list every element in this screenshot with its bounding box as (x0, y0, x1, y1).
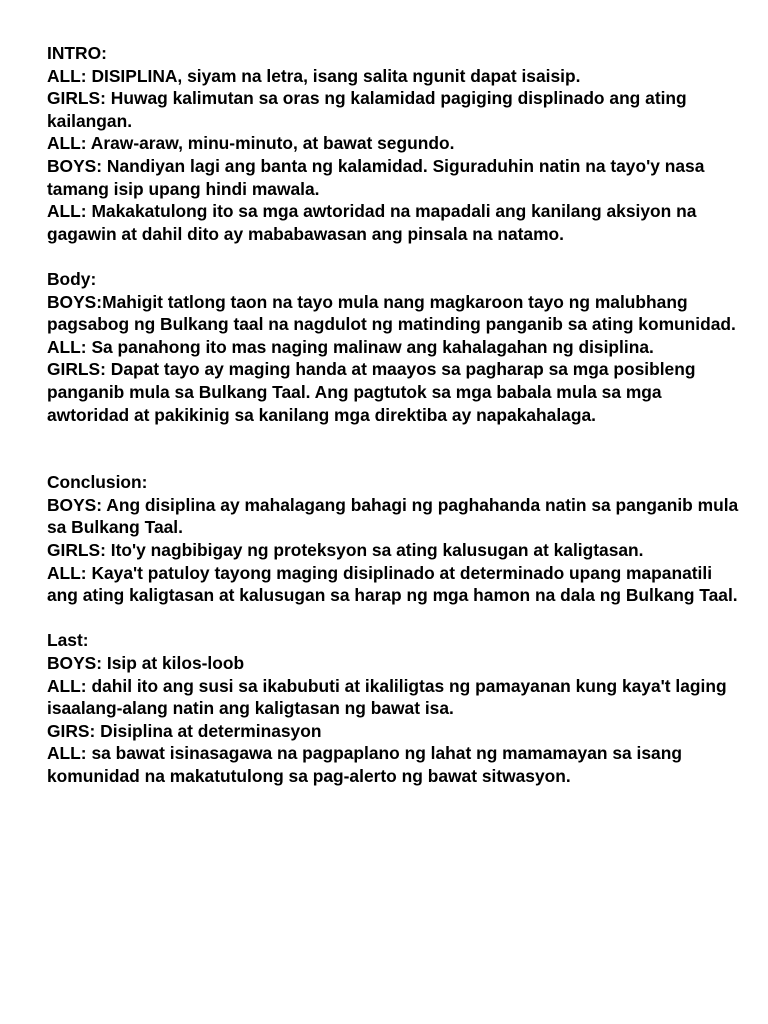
line-text: Huwag kalimutan sa oras ng kalamidad pagiging displinado ang ating kailangan. (47, 88, 692, 131)
line-text: Ito'y nagbibigay ng proteksyon sa ating kalusugan at kaligtasan. (105, 540, 644, 561)
line-text: sa bawat isinasagawa na pagpaplano ng lahat ng mamamayan sa isang komunidad na makatutulong sa pag-alerto ng bawat sitwasyon. (47, 743, 687, 786)
line-text: Araw-araw, minu-minuto, at bawat segundo. (86, 133, 455, 154)
speaker-label: ALL: (47, 65, 87, 86)
script-line (47, 562, 747, 607)
speaker-label: ALL: (47, 562, 87, 583)
script-line (47, 720, 747, 743)
speaker-label: GIRLS: (47, 540, 106, 561)
speaker-label: GIRS: (47, 720, 96, 741)
script-line (47, 494, 747, 539)
script-line (47, 200, 747, 245)
last-section (47, 629, 747, 787)
line-text: Isip at kilos-loob (102, 653, 245, 674)
line-text: dahil ito ang susi sa ikabubuti at ikaliligtas ng pamayanan kung kaya't laging isaalang-alang natin ang kaligtasan ng bawat isa. (47, 675, 732, 719)
speaker-label: BOYS: (47, 653, 103, 674)
section-heading-body: Body: (47, 268, 97, 289)
line-text: Disiplina at determinasyon (95, 720, 322, 741)
speaker-label: ALL: (47, 336, 87, 357)
speaker-label: BOYS: (47, 155, 103, 176)
spacer (47, 426, 747, 471)
line-text: Makakatulong ito sa mga awtoridad na mapadali ang kanilang aksiyon na gagawin at dahil dito ay mababawasan ang pinsala na natamo. (47, 201, 702, 244)
spacer (47, 607, 747, 630)
section-heading-intro: INTRO: (47, 43, 107, 63)
script-line (47, 336, 747, 359)
speaker-label: ALL: (47, 201, 87, 222)
script-line (47, 65, 747, 88)
section-heading-conclusion: Conclusion: (47, 472, 148, 493)
line-text: Nandiyan lagi ang banta ng kalamidad. Siguraduhin natin na tayo'y nasa tamang isip upang hindi mawala. (47, 155, 710, 199)
speaker-label: ALL: (47, 133, 87, 154)
speaker-label: ALL: (47, 675, 87, 696)
script-line (47, 652, 747, 675)
script-line (47, 358, 747, 426)
line-text: DISIPLINA, siyam na letra, isang salita ngunit dapat isaisip. (86, 65, 581, 86)
speaker-label: GIRLS: (47, 359, 106, 380)
section-heading-last: Last: (47, 630, 89, 651)
script-line (47, 291, 747, 336)
script-line (47, 539, 747, 562)
line-text: Dapat tayo ay maging handa at maayos sa pagharap sa mga posibleng panganib mula sa Bulkang Taal. Ang pagtutok sa mga babala mula sa mga awtoridad at pakikinig sa kanilang mga direktiba ay napakahalaga. (47, 359, 701, 425)
speaker-label: ALL: (47, 743, 87, 764)
line-text: Kaya't patuloy tayong maging disiplinado at determinado upang mapanatili ang ating kaligtasan at kalusugan sa harap ng mga hamon na dala ng Bulkang Taal. (47, 562, 738, 606)
speaker-label: BOYS: (47, 494, 103, 515)
intro-section (47, 42, 747, 245)
script-line (47, 132, 747, 155)
script-line (47, 675, 747, 720)
speaker-label: BOYS: (47, 291, 103, 312)
script-line (47, 155, 747, 200)
body-section (47, 268, 747, 426)
speaker-label: GIRLS: (47, 88, 106, 109)
conclusion-section (47, 471, 747, 607)
line-text: Sa panahong ito mas naging malinaw ang kahalagahan ng disiplina. (86, 336, 654, 357)
line-text: Ang disiplina ay mahalagang bahagi ng paghahanda natin sa panganib mula sa Bulkang Taal. (47, 494, 744, 538)
script-line (47, 87, 747, 132)
line-text: Mahigit tatlong taon na tayo mula nang magkaroon tayo ng malubhang pagsabog ng Bulkang taal na nagdulot ng matinding panganib sa ating komunidad. (47, 291, 736, 335)
script-line (47, 742, 747, 787)
document-page (47, 42, 747, 788)
spacer (47, 245, 747, 268)
